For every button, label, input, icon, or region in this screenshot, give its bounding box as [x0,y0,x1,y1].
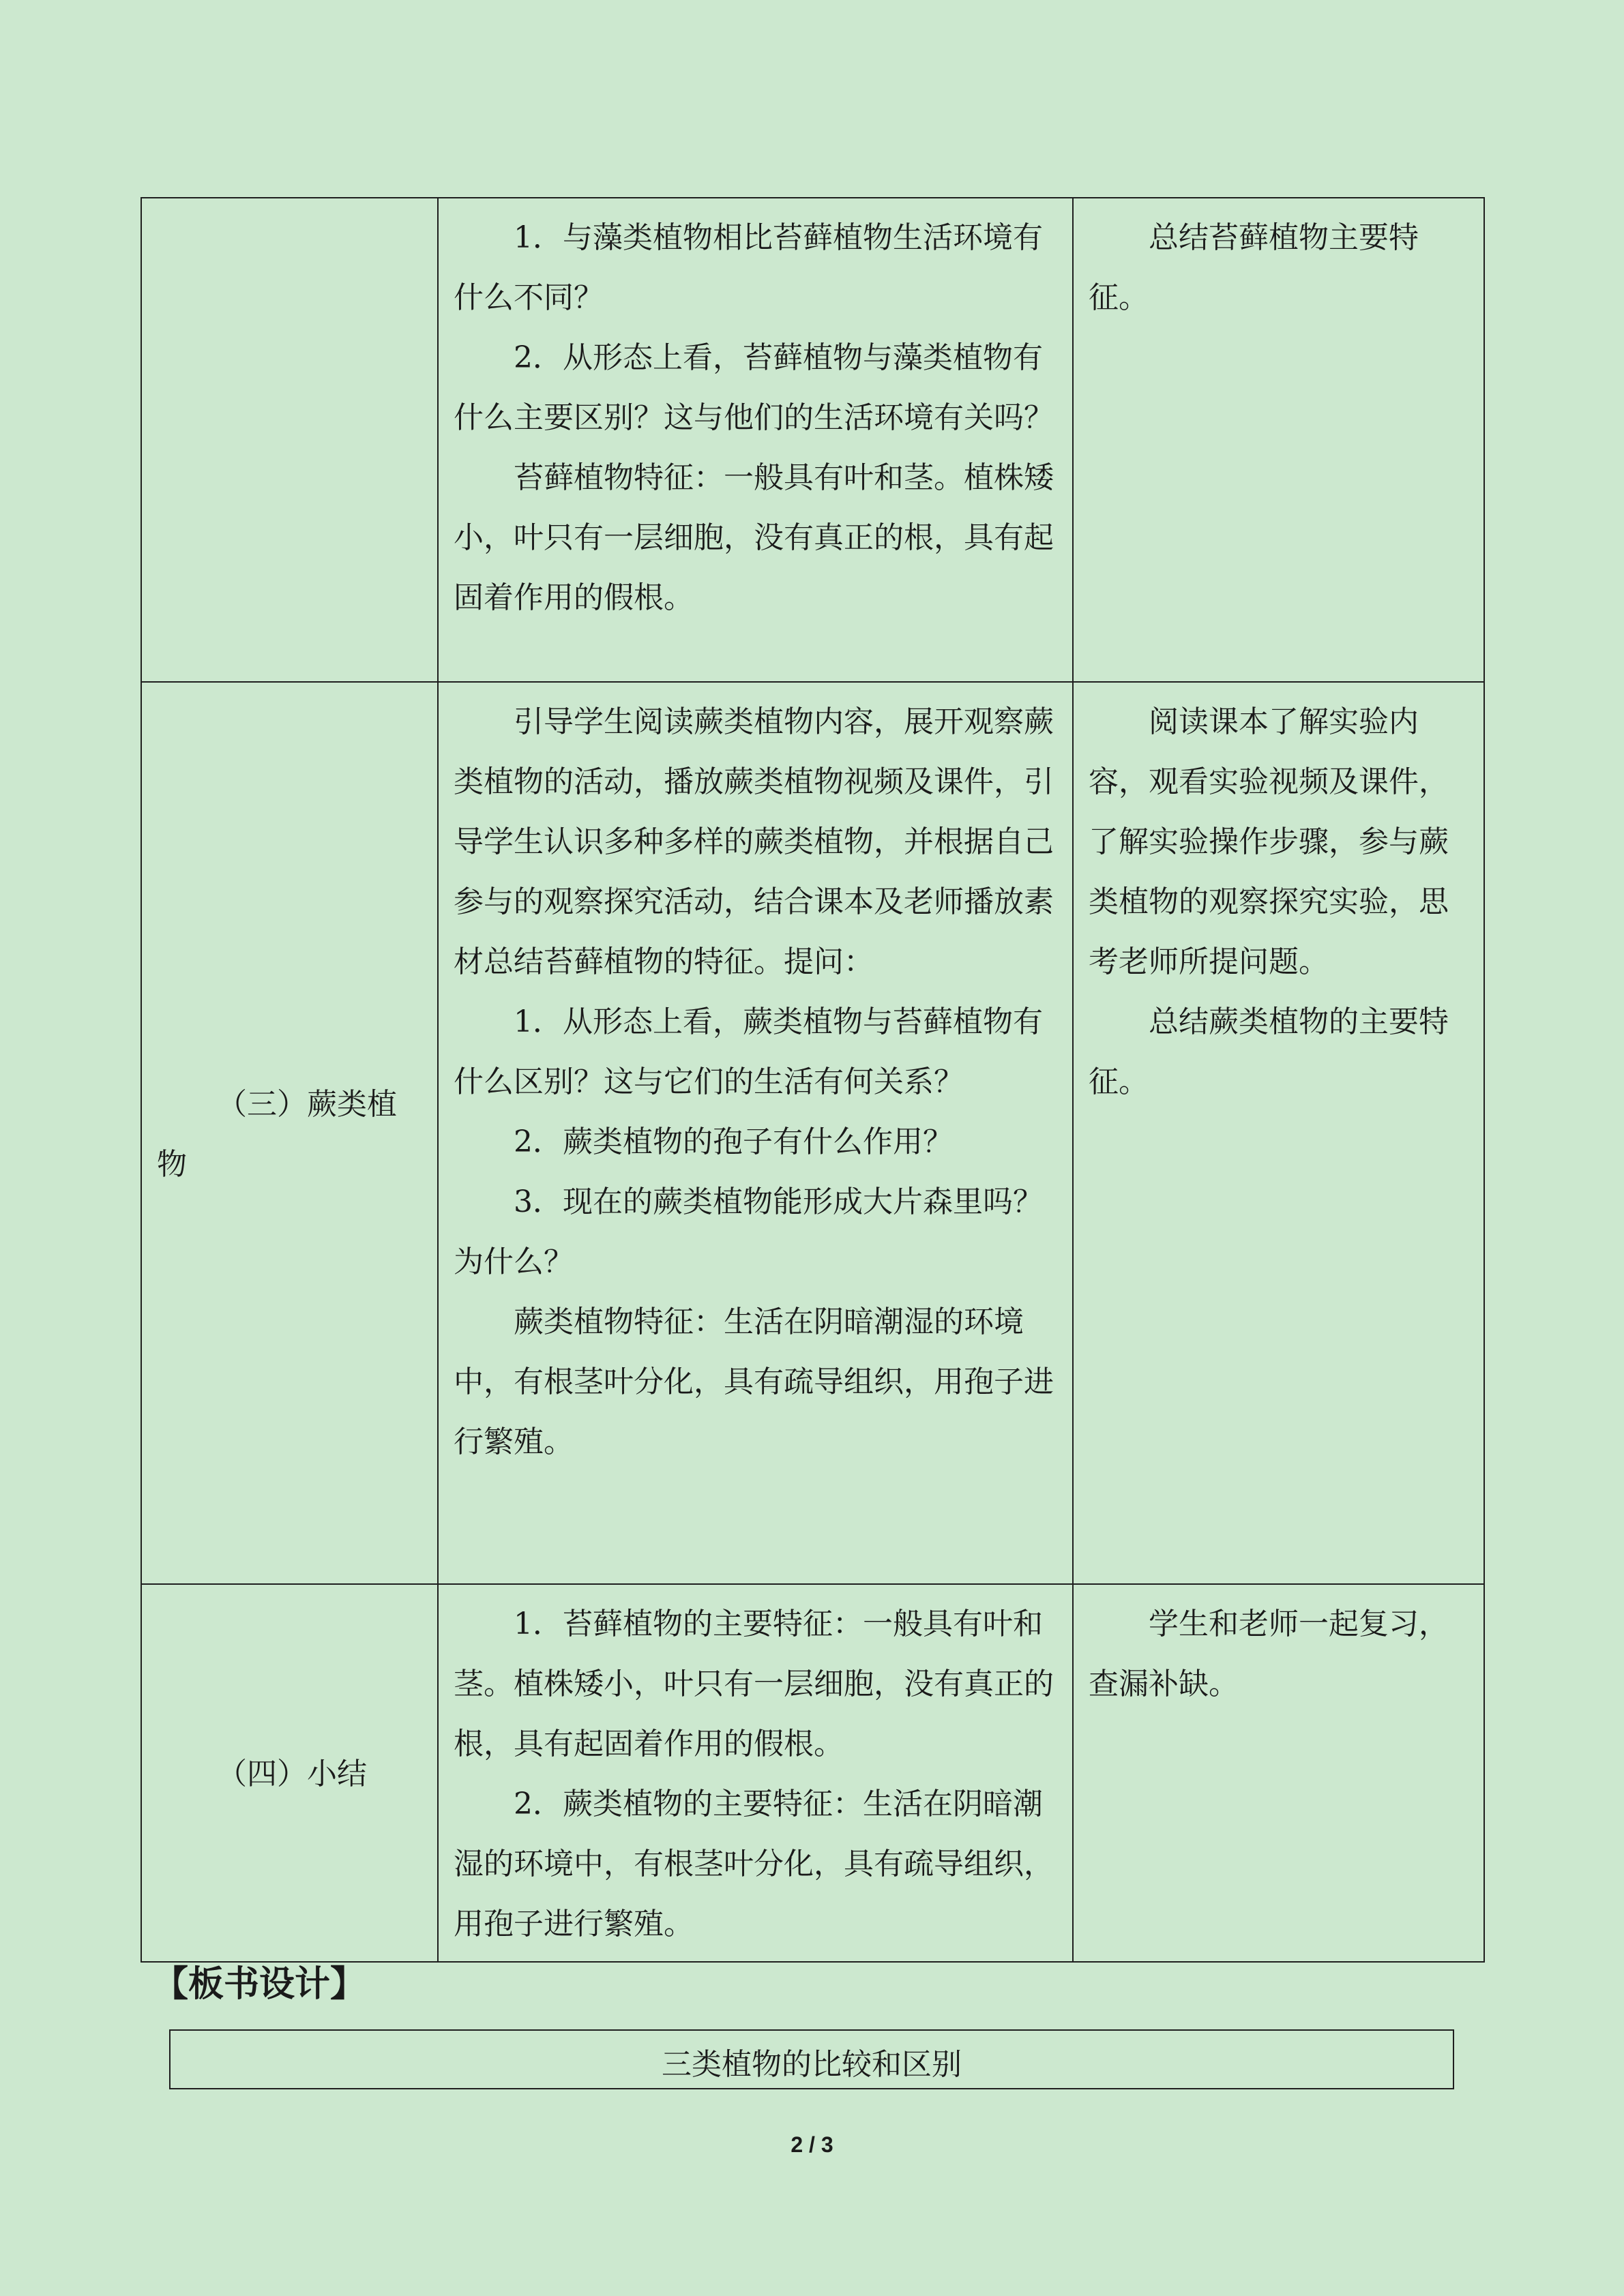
student-activity-cell [1073,682,1484,1584]
paragraph: 总结苔藓植物主要特征。 [1089,220,1419,315]
student-activity-cell [1073,1584,1484,1962]
paragraph: 苔藓植物特征：一般具有叶和茎。植株矮小，叶只有一层细胞，没有真正的根，具有起固着作用的假根。 [454,460,1054,615]
paragraph: 蕨类植物特征：生活在阴暗潮湿的环境中，有根茎叶分化，具有疏导组织，用孢子进行繁殖。 [454,1304,1054,1459]
table-row [141,1584,1484,1962]
step-cell [141,198,438,682]
paragraph: 引导学生阅读蕨类植物内容，展开观察蕨类植物的活动，播放蕨类植物视频及课件，引导学生认识多种多样的蕨类植物，并根据自己参与的观察探究活动，结合课本及老师播放素材总结苔藓植物的特征。提问： [454,704,1054,979]
teacher-activity-cell [438,198,1073,682]
board-design-heading: 【板书设计】 [153,1964,366,2005]
paragraph: 总结蕨类植物的主要特征。 [1089,1004,1449,1099]
board-design-box [169,2029,1454,2089]
paragraph: 3．现在的蕨类植物能形成大片森里吗？为什么？ [454,1184,1043,1279]
teacher-activity-cell [438,682,1073,1584]
paragraph: 阅读课本了解实验内容，观看实验视频及课件，了解实验操作步骤，参与蕨类植物的观察探究实验，思考老师所提问题。 [1089,704,1449,979]
step-cell [141,1584,438,1962]
paragraph: 1．从形态上看，蕨类植物与苔藓植物有什么区别？这与它们的生活有何关系？ [454,1004,1043,1099]
paragraph: 学生和老师一起复习，查漏补缺。 [1089,1607,1449,1701]
step-label: （四）小结 [217,1757,367,1791]
paragraph: 1．苔藓植物的主要特征：一般具有叶和茎。植株矮小，叶只有一层细胞，没有真正的根，具有起固着作用的假根。 [454,1607,1054,1761]
paragraph: 2．蕨类植物的主要特征：生活在阴暗潮湿的环境中，有根茎叶分化，具有疏导组织，用孢子进行繁殖。 [454,1787,1054,1941]
paragraph: 1．与藻类植物相比苔藓植物生活环境有什么不同？ [454,220,1043,315]
step-label: （三）蕨类植物 [157,1086,397,1182]
step-cell [141,682,438,1584]
teacher-activity-cell [438,1584,1073,1962]
table-row [141,682,1484,1584]
student-activity-cell [1073,198,1484,682]
lesson-plan-table [141,197,1485,1963]
board-box-title: 三类植物的比较和区别 [662,2047,962,2082]
paragraph: 2．蕨类植物的孢子有什么作用？ [514,1124,953,1159]
page-number: 2 / 3 [791,2132,833,2157]
paragraph: 2．从形态上看，苔藓植物与藻类植物有什么主要区别？这与他们的生活环境有关吗？ [454,340,1054,435]
table-row [141,198,1484,682]
